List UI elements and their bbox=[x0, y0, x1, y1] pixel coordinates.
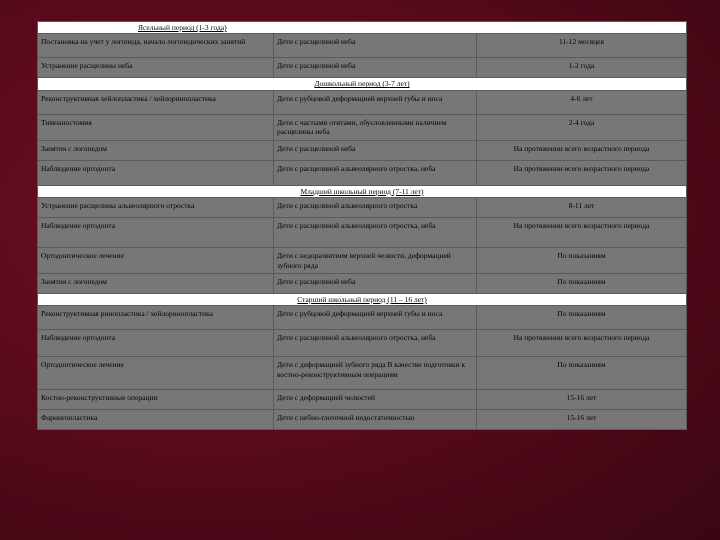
section-title: Младший школьный период (7-11 лет) bbox=[38, 185, 687, 197]
age-cell: На протяжении всего возрастного периода bbox=[477, 140, 687, 160]
table-row bbox=[38, 273, 687, 293]
table-row bbox=[38, 34, 687, 58]
table-row bbox=[38, 198, 687, 218]
table-row bbox=[38, 140, 687, 160]
table-row bbox=[38, 218, 687, 248]
patient-group-cell: Дети с расщелиной альвеолярного отростка, неба bbox=[274, 218, 477, 248]
age-cell: По показаниям bbox=[477, 248, 687, 274]
section-header bbox=[38, 78, 687, 90]
procedure-cell: Наблюдение ортодонта bbox=[38, 330, 274, 357]
patient-group-cell: Дети с рубцовой деформацией верхней губы и носа bbox=[274, 306, 477, 330]
procedure-cell: Устранение расщелины неба bbox=[38, 58, 274, 78]
age-cell: 4-6 лет bbox=[477, 90, 687, 114]
section-title: Ясельный период (1-3 года) bbox=[38, 22, 687, 34]
procedure-cell: Ортодонтическое лечение bbox=[38, 248, 274, 274]
table-row bbox=[38, 248, 687, 274]
table-row bbox=[38, 306, 687, 330]
section-title: Дошкольный период (3-7 лет) bbox=[38, 78, 687, 90]
patient-group-cell: Дети с расщелиной неба bbox=[274, 273, 477, 293]
patient-group-cell: Дети с расщелиной альвеолярного отростка bbox=[274, 198, 477, 218]
table-row bbox=[38, 330, 687, 357]
procedure-cell: Занятия с логопедом bbox=[38, 140, 274, 160]
patient-group-cell: Дети с деформацией челюстей bbox=[274, 390, 477, 410]
table-row bbox=[38, 90, 687, 114]
procedure-cell: Наблюдение ортодонта bbox=[38, 218, 274, 248]
procedure-cell: Тимпаностомия bbox=[38, 114, 274, 140]
table-row bbox=[38, 114, 687, 140]
procedure-cell: Фарингопластика bbox=[38, 410, 274, 430]
patient-group-cell: Дети с расщелиной альвеолярного отростка, неба bbox=[274, 330, 477, 357]
procedure-cell: Ортодонтическое лечение bbox=[38, 357, 274, 390]
patient-group-cell: Дети с небно-глоточной недостаточностью bbox=[274, 410, 477, 430]
age-cell: По показаниям bbox=[477, 273, 687, 293]
age-cell: На протяжении всего возрастного периода bbox=[477, 160, 687, 185]
section-title: Старший школьный период (11 – 16 лет) bbox=[38, 293, 687, 305]
patient-group-cell: Дети с расщелиной альвеолярного отростка, неба bbox=[274, 160, 477, 185]
patient-group-cell: Дети с деформацией зубного ряда В качестве подготовки к костно-реконструктивным операциям bbox=[274, 357, 477, 390]
age-cell: 2-4 года bbox=[477, 114, 687, 140]
age-cell: 1-2 года bbox=[477, 58, 687, 78]
procedure-cell: Занятия с логопедом bbox=[38, 273, 274, 293]
patient-group-cell: Дети с частыми отитами, обусловленными наличием расщелины неба bbox=[274, 114, 477, 140]
section-header bbox=[38, 293, 687, 305]
patient-group-cell: Дети с рубцовой деформацией верхней губы и носа bbox=[274, 90, 477, 114]
patient-group-cell: Дети с недоразвитием верхней челюсти, деформацией зубного ряда bbox=[274, 248, 477, 274]
patient-group-cell: Дети с расщелиной неба bbox=[274, 58, 477, 78]
table-row bbox=[38, 390, 687, 410]
table-body bbox=[38, 22, 687, 430]
age-cell: По показаниям bbox=[477, 306, 687, 330]
age-cell: На протяжении всего возрастного периода bbox=[477, 218, 687, 248]
procedure-cell: Наблюдение ортодонта bbox=[38, 160, 274, 185]
table-row bbox=[38, 410, 687, 430]
table-row bbox=[38, 160, 687, 185]
age-cell: 8-11 лет bbox=[477, 198, 687, 218]
age-cell: По показаниям bbox=[477, 357, 687, 390]
table-row bbox=[38, 58, 687, 78]
age-cell: На протяжении всего возрастного периода bbox=[477, 330, 687, 357]
section-header bbox=[38, 185, 687, 197]
patient-group-cell: Дети с расщелиной неба bbox=[274, 140, 477, 160]
age-cell: 15-16 лет bbox=[477, 390, 687, 410]
treatment-schedule-table bbox=[37, 21, 687, 430]
table-row bbox=[38, 357, 687, 390]
age-cell: 11-12 месяцев bbox=[477, 34, 687, 58]
section-header bbox=[38, 22, 687, 34]
procedure-cell: Постановка на учет у логопеда, начало логопедических занятий bbox=[38, 34, 274, 58]
procedure-cell: Реконструктивная хейлопластика / хейлоринопластика bbox=[38, 90, 274, 114]
age-cell: 15-16 лет bbox=[477, 410, 687, 430]
procedure-cell: Костно-реконструктивные операции bbox=[38, 390, 274, 410]
procedure-cell: Устранение расщелины альвеолярного отростка bbox=[38, 198, 274, 218]
patient-group-cell: Дети с расщелиной неба bbox=[274, 34, 477, 58]
procedure-cell: Реконструктивная ринопластика / хейлоринопластика bbox=[38, 306, 274, 330]
